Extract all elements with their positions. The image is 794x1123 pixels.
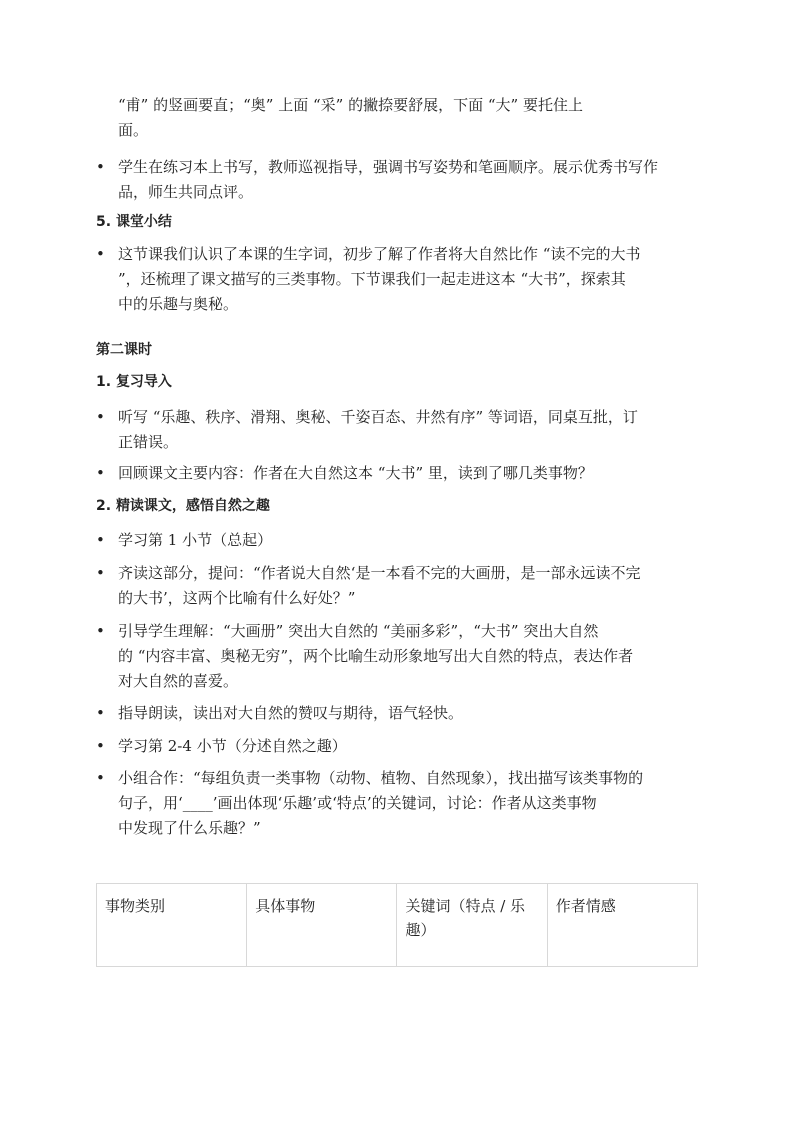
bullet-icon: • bbox=[96, 704, 105, 722]
list-item: • 听写 “乐趣、秩序、滑翔、奥秘、千姿百态、井然有序” 等词语，同桌互批，订 正错误。 bbox=[96, 405, 720, 455]
bullet-icon: • bbox=[96, 464, 105, 482]
table-header-cell: 作者情感 bbox=[547, 884, 697, 967]
section-heading: 5. 课堂小结 bbox=[96, 214, 172, 230]
bullet-icon: • bbox=[96, 158, 105, 176]
list-item: • 小组合作：“每组负责一类事物（动物、植物、自然现象），找出描写该类事物的 句子，用‘____’画出体现‘乐趣’或‘特点’的关键词，讨论：作者从这类事物 中发现了什么乐趣？” bbox=[96, 766, 720, 841]
list-item: • 学习第 1 小节（总起） bbox=[96, 528, 720, 553]
list-item: • 指导朗读，读出对大自然的赞叹与期待，语气轻快。 bbox=[96, 701, 720, 726]
bullet-icon: • bbox=[96, 622, 105, 640]
table-header-cell: 具体事物 bbox=[247, 884, 397, 967]
bullet-icon: • bbox=[96, 737, 105, 755]
bullet-icon: • bbox=[96, 245, 105, 263]
list-item: • 学习第 2-4 小节（分述自然之趣） bbox=[96, 734, 720, 759]
section-heading: 1. 复习导入 bbox=[96, 374, 172, 390]
lesson-title: 第二课时 bbox=[96, 342, 152, 358]
list-item: • 齐读这部分，提问：“作者说大自然‘是一本看不完的大画册，是一部永远读不完 的大书’，这两个比喻有什么好处？” bbox=[96, 561, 720, 611]
bullet-icon: • bbox=[96, 769, 105, 787]
bullet-icon: • bbox=[96, 408, 105, 426]
list-item: • 这节课我们认识了本课的生字词，初步了解了作者将大自然比作 “读不完的大书 ”，还梳理了课文描写的三类事物。下节课我们一起走进这本 “大书”，探索其 中的乐趣与奥秘。 bbox=[96, 242, 720, 317]
table-header-cell: 事物类别 bbox=[97, 884, 247, 967]
list-item: • 回顾课文主要内容：作者在大自然这本 “大书” 里，读到了哪几类事物？ bbox=[96, 461, 720, 486]
continuation-line: 面。 bbox=[118, 121, 149, 139]
analysis-table bbox=[96, 883, 698, 967]
bullet-icon: • bbox=[96, 564, 105, 582]
table-header-cell: 关键词（特点 / 乐趣） bbox=[397, 884, 547, 967]
continuation-line: “甫” 的竖画要直；“奥” 上面 “采” 的撇捺要舒展，下面 “大” 要托住上 bbox=[118, 96, 583, 114]
table-row bbox=[97, 884, 698, 967]
bullet-icon: • bbox=[96, 531, 105, 549]
list-item: • 引导学生理解：“大画册” 突出大自然的 “美丽多彩”，“大书” 突出大自然 的 “内容丰富、奥秘无穷”，两个比喻生动形象地写出大自然的特点，表达作者 对大自然的喜爱。 bbox=[96, 619, 720, 694]
list-item: • 学生在练习本上书写，教师巡视指导，强调书写姿势和笔画顺序。展示优秀书写作 品，师生共同点评。 bbox=[96, 155, 720, 205]
section-heading: 2. 精读课文，感悟自然之趣 bbox=[96, 498, 270, 514]
continuation-paragraph bbox=[96, 93, 720, 143]
